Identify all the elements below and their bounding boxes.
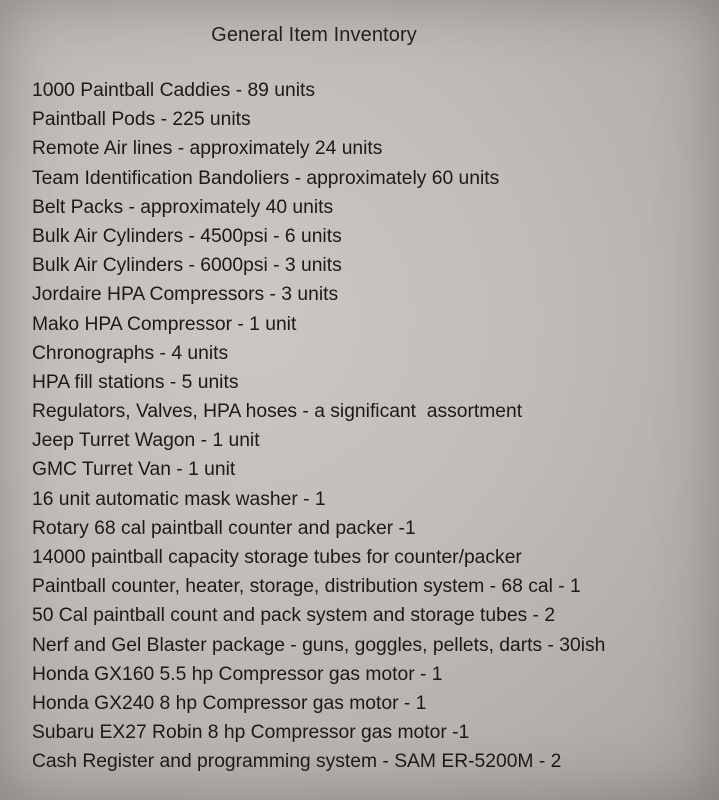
list-item: GMC Turret Van - 1 unit (32, 459, 236, 481)
list-item: 14000 paintball capacity storage tubes for counter/packer (32, 547, 522, 568)
list-item: Jordaire HPA Compressors - 3 units (32, 284, 339, 306)
list-item: 50 Cal paintball count and pack system and storage tubes - 2 (32, 605, 556, 627)
page-title: General Item Inventory (211, 24, 417, 46)
inventory-list (32, 76, 605, 777)
list-item: Honda GX160 5.5 hp Compressor gas motor - 1 (32, 663, 443, 685)
list-item: Nerf and Gel Blaster package - guns, goggles, pellets, darts - 30ish (32, 634, 606, 656)
list-item: Subaru EX27 Robin 8 hp Compressor gas motor -1 (32, 722, 470, 744)
list-item: Bulk Air Cylinders - 4500psi - 6 units (32, 225, 342, 247)
list-item: Jeep Turret Wagon - 1 unit (32, 430, 260, 452)
list-item: Remote Air lines - approximately 24 units (32, 138, 383, 160)
list-item: Rotary 68 cal paintball counter and packer -1 (32, 517, 416, 539)
list-item: Mako HPA Compressor - 1 unit (32, 313, 297, 335)
list-item: Chronographs - 4 units (32, 342, 229, 364)
list-item: Regulators, Valves, HPA hoses - a significant assortment (32, 401, 523, 423)
list-item: Bulk Air Cylinders - 6000psi - 3 units (32, 255, 342, 277)
list-item: 16 unit automatic mask washer - 1 (32, 488, 326, 510)
list-item: Team Identification Bandoliers - approximately 60 units (32, 167, 500, 189)
list-item: Cash Register and programming system - SAM ER-5200M - 2 (32, 751, 562, 773)
list-item: Belt Packs - approximately 40 units (32, 196, 334, 218)
list-item: Paintball Pods - 225 units (32, 109, 251, 131)
list-item: HPA fill stations - 5 units (32, 371, 239, 393)
list-item: Paintball counter, heater, storage, distribution system - 68 cal - 1 (32, 576, 581, 598)
list-item: 1000 Paintball Caddies - 89 units (32, 80, 315, 101)
list-item: Honda GX240 8 hp Compressor gas motor - 1 (32, 692, 427, 714)
